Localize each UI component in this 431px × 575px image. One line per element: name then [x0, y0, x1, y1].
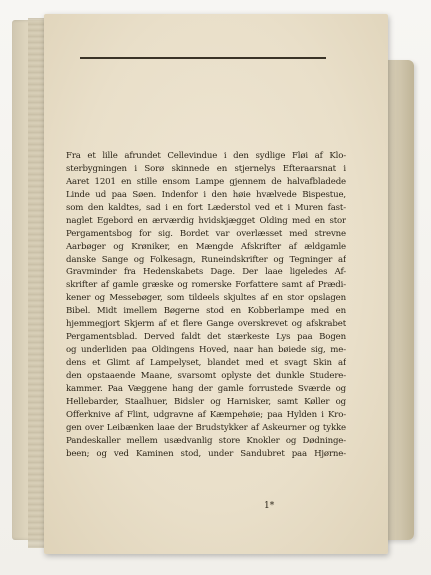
text-line: og underliden paa Oldingens Hoved, naar han bøiede sig, me- [66, 345, 346, 356]
text-line: Gravminder fra Hedenskabets Dage. Der laae ligeledes Af- [66, 267, 346, 278]
text-line: Pandeskaller mellem usædvanlig store Knokler og Dødninge- [66, 435, 346, 446]
text-line: kammer. Paa Væggene hang der gamle forrustede Sværde og [66, 383, 346, 394]
text-line: Hellebarder, Staalhuer, Bidsler og Harnisker, samt Køller og [66, 396, 346, 407]
body-text [66, 150, 346, 461]
text-line: gen over Leibænken laae der Brudstykker af Askeurner og tykke [66, 422, 346, 433]
text-line: Fra et lille afrundet Cellevindue i den sydlige Fløi af Klo- [66, 151, 346, 161]
text-line: Offerknive af Flint, udgravne af Kæmpehøie; paa Hylden i Kro- [66, 409, 346, 420]
text-line: som den kaldtes, sad i en fort Læderstol ved et i Muren fast- [66, 202, 346, 213]
text-line: Pergamentsbog for sig. Bordet var overlæsset med strevne [66, 228, 346, 239]
header-rule [80, 57, 326, 59]
text-line: Pergamentsblad. Derved faldt det stærkeste Lys paa Bogen [66, 332, 346, 343]
text-line: Bibel. Midt imellem Bøgerne stod en Kobberlampe med en [66, 306, 346, 317]
text-line: sterbygningen i Sorø skinnede en stjernelys Efteraarsnat i [66, 163, 346, 174]
text-line: skrifter af gamle græske og romerske Forfattere samt af Prædi- [66, 280, 346, 291]
text-line: den opstaaende Maane, svarsomt oplyste det dunkle Studere- [66, 370, 346, 381]
text-line: been; og ved Kaminen stod, under Sandubret paa Hjørne- [66, 448, 346, 459]
text-line: Aaret 1201 en stille ensom Lampe gjennem de halvafbladede [66, 176, 346, 187]
text-line: hjemmegjort Skjerm af et flere Gange overskrevet og afskrabet [66, 319, 346, 330]
text-line: dens et Glimt af Lampelyset, blandet med et svagt Skin af [66, 358, 346, 368]
text-line: kener og Messebøger, som tildeels skjultes af en stor opslagen [66, 293, 346, 304]
text-line: naglet Egebord en ærværdig hvidskjægget Olding med en stor [66, 215, 346, 226]
text-line: Linde ud paa Søen. Indenfor i den høie hvælvede Bispestue, [66, 189, 346, 200]
signature-mark: 1* [264, 501, 275, 511]
text-line: danske Sange og Folkesagn, Runeindskrifter og Tegninger af [66, 254, 346, 265]
text-line: Aarbøger og Krøniker, en Mængde Afskrifter af ældgamle [66, 241, 346, 252]
